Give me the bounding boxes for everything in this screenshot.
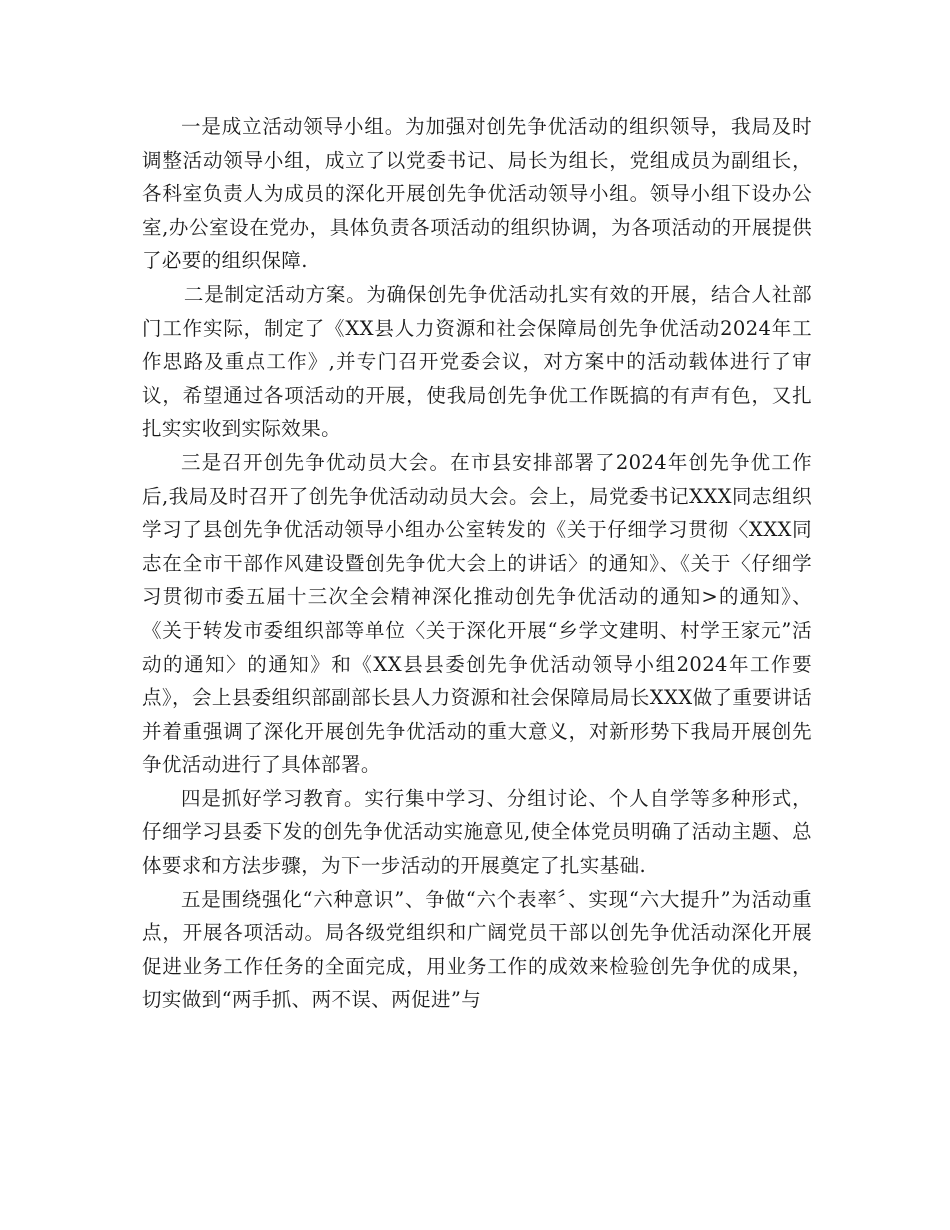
paragraph-1: 一是成立活动领导小组。为加强对创先争优活动的组织领导，我局及时调整活动领导小组，成立了以党委书记、局长为组长，党组成员为副组长，各科室负责人为成员的深化开展创先争优活动领导小组。领导小组下设办公室,办公室设在党办，具体负责各项活动的组织协调，为各项活动的开展提供了必要的组织保障. (142, 115, 812, 273)
paragraph-4: 四是抓好学习教育。实行集中学习、分组讨论、个人自学等多种形式，仔细学习县委下发的创先争优活动实施意见,使全体党员明确了活动主题、总体要求和方法步骤，为下一步活动的开展奠定了扎实基础. (142, 786, 812, 878)
paragraph-2: 二是制定活动方案。为确保创先争优活动扎实有效的开展，结合人社部门工作实际，制定了《XX县人力资源和社会保障局创先争优活动2024年工作思路及重点工作》,并专门召开党委会议，对方案中的活动载体进行了审议，希望通过各项活动的开展，使我局创先争优工作既搞的有声有色，又扎扎实实收到实际效果。 (142, 282, 812, 441)
paragraph-5: 五是围绕强化“六种意识”、争做“六个表率〞、实现“六大提升”为活动重点，开展各项活动。局各级党组织和广阔党员干部以创先争优活动深化开展促进业务工作任务的全面完成，用业务工作的成效来检验创先争优的成果，切实做到“两手抓、两不误、两促进”与 (142, 887, 812, 1012)
document-body (142, 110, 812, 1017)
paragraph-3: 三是召开创先争优动员大会。在市县安排部署了2024年创先争优工作后,我局及时召开了创先争优活动动员大会。会上，局党委书记XXX同志组织学习了县创先争优活动领导小组办公室转发的《关于仔细学习贯彻〈XXX同志在全市干部作风建设暨创先争优大会上的讲话〉的通知》、《关于〈仔细学习贯彻市委五届十三次全会精神深化推动创先争优活动的通知>的通知》、《关于转发市委组织部等单位〈关于深化开展“乡学文建明、村学王家元”活动的通知〉的通知》和《XX县县委创先争优活动领导小组2024年工作要点》，会上县委组织部副部长县人力资源和社会保障局局长XXX做了重要讲话并着重强调了深化开展创先争优活动的重大意义，对新形势下我局开展创先争优活动进行了具体部署。 (142, 450, 812, 777)
